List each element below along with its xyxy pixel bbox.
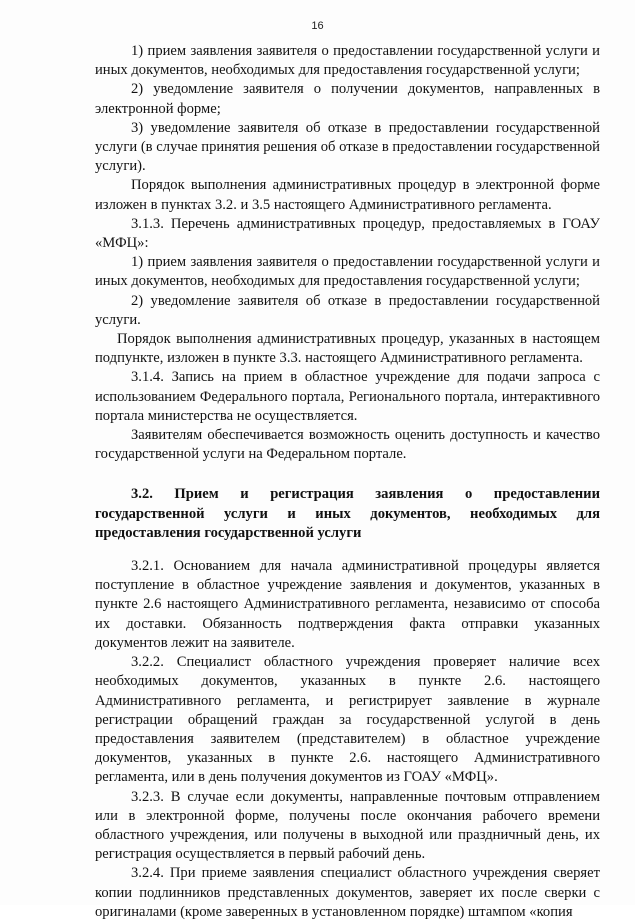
paragraph: 1) прием заявления заявителя о предоставлении государственной услуги и иных документов, необходимых для предоставления государственной услуги;	[95, 254, 600, 290]
paragraph: 2) уведомление заявителя об отказе в предоставлении государственной услуги.	[95, 292, 600, 328]
paragraph: 3) уведомление заявителя об отказе в предоставлении государственной услуги (в случае принятия решения об отказе в предоставлении государственной услуги).	[95, 119, 600, 175]
paragraph: Порядок выполнения административных процедур, указанных в настоящем подпункте, изложен в пункте 3.3. настоящего Административного регламента.	[95, 331, 600, 367]
page-number: 16	[311, 20, 324, 32]
paragraph: Заявителям обеспечивается возможность оценить доступность и качество государственной услуги на Федеральном портале.	[95, 427, 600, 463]
paragraph: Порядок выполнения административных процедур в электронной форме изложен в пунктах 3.2. и 3.5 настоящего Административного регламента.	[95, 177, 600, 213]
paragraph: 3.2.3. В случае если документы, направленные почтовым отправлением или в электронной форме, получены после окончания рабочего времени областного учреждения, или получены в выходной или праздничный день, их регистрация осуществляется в первый рабочий день.	[95, 788, 600, 863]
paragraph: 3.2.2. Специалист областного учреждения проверяет наличие всех необходимых документов, указанных в пункте 2.6. настоящего Административного регламента, и регистрирует заявление в журнале регистрации обращений граждан за государственной услугой в день предоставления заявителем (представителем) в областное учреждение документов, указанных в пункте 2.6. настоящего Административного регламента, или в день получения документов из ГОАУ «МФЦ».	[95, 654, 600, 786]
section-heading: 3.2. Прием и регистрация заявления о предоставлении государственной услуги и иных документов, необходимых для предоставления государственной услуги	[95, 486, 600, 541]
paragraph: 3.1.4. Запись на прием в областное учреждение для подачи запроса с использованием Федерального портала, Регионального портала, интерактивного портала министерства не осуществляется.	[95, 369, 600, 424]
paragraph: 3.1.3. Перечень административных процедур, предоставляемых в ГОАУ «МФЦ»:	[95, 215, 600, 252]
paragraph: 1) прием заявления заявителя о предоставлении государственной услуги и иных документов, необходимых для предоставления государственной услуги;	[95, 43, 600, 79]
paragraph: 3.2.1. Основанием для начала административной процедуры является поступление в областное учреждение заявления и документов, указанных в пункте 2.6 настоящего Административного регламента, независимо от способа их доставки. Обязанность подтверждения факта отправки указанных документов лежит на заявителе.	[95, 558, 600, 651]
paragraph: 2) уведомление заявителя о получении документов, направленных в электронной форме;	[95, 81, 600, 117]
paragraph: 3.2.4. При приеме заявления специалист областного учреждения сверяет копии подлинников представленных документов, заверяет их после сверки с оригиналами (кроме заверенных в установленном порядке) штампом «копия	[95, 865, 600, 920]
document-body	[95, 42, 600, 922]
